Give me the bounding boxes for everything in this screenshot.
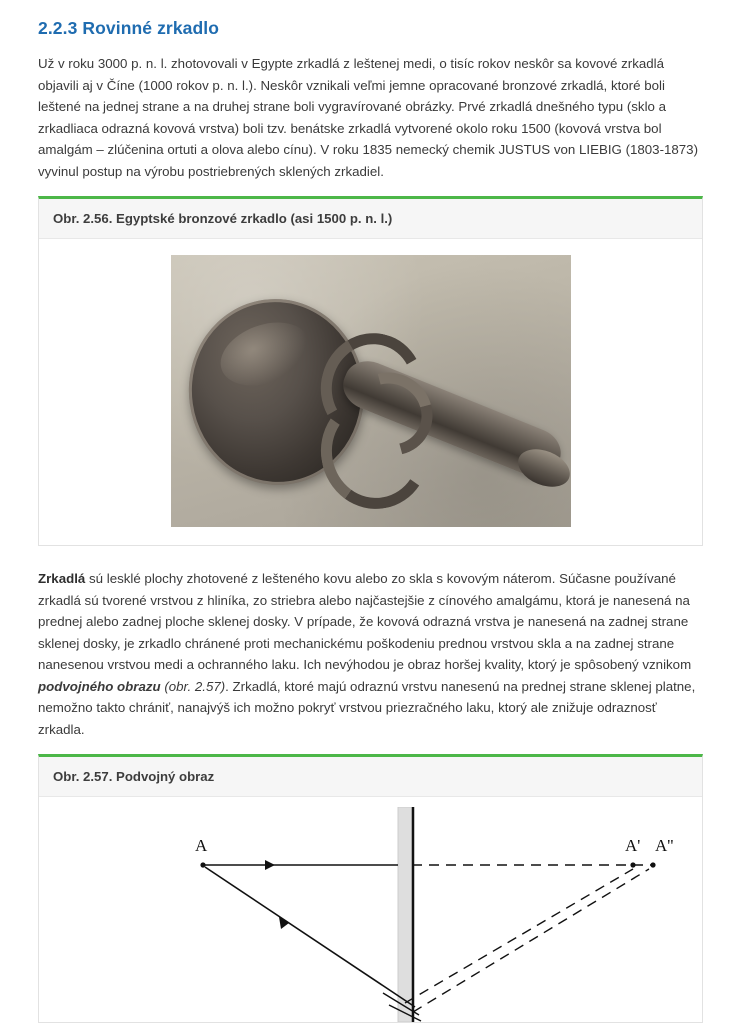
paragraph-history: Už v roku 3000 p. n. l. zhotovovali v Egypte zrkadlá z leštenej medi, o tisíc rokov neskôr sa kovové zrkadlá objavili aj v Číne (1000 rokov p. n. l.). Neskôr vznikali veľmi jemne opracované bronzové zrkadlá, ktoré boli leštené na jednej strane a na druhej strane boli vygravírované obrázky. Prvé zrkadlá dnešného typu (sklo a zrkadliaca odrazná kovová vrstva) boli tzv. benátske zrkadlá vytvorené okolo roku 1500 (kovová vrstva bol amalgám – zlúčenina ortuti a olova alebo cínu). V roku 1835 nemecký chemik JUSTUS von LIEBIG (1803-1873) vyvinul postup na výrobu postriebrených sklených zrkadiel. xyxy=(38,56,699,179)
arrow-incident-horizontal xyxy=(265,860,275,870)
paragraph-lead-word: Zrkadlá xyxy=(38,571,86,587)
figure-2-56-body xyxy=(39,239,702,545)
egyptian-mirror-photo xyxy=(171,255,571,527)
label-image-A1: A' xyxy=(625,836,641,856)
label-image-A2: A'' xyxy=(655,836,674,856)
double-image-diagram xyxy=(53,807,713,1022)
ray-reflected-dashed-2 xyxy=(413,869,649,1012)
figure-2-56 xyxy=(38,196,703,546)
page-title: 2.2.3 Rovinné zrkadlo xyxy=(38,18,220,38)
label-object-A: A xyxy=(195,836,208,856)
glass-slab xyxy=(398,807,412,1022)
figure-2-57-body xyxy=(39,797,702,1022)
paragraph-text-a: sú lesklé plochy zhotovené z lešteného kovu alebo zo skla s kovovým náterom. Súčasne používané zrkadlá sú tvorené vrstvou z hliníka, zo striebra alebo najčastejšie z cínového amalgámu, ktorá je nanesená na prednej alebo zadnej ploche sklenej dosky. V prípade, že kovová odrazná vrstva je nanesená na zadnej strane sklenej dosky, je zrkadlo chránené proti mechanickému poškodeniu prednou vrstvou skla a na zadnej strane nanesenou vrstvou medi a ochranného laku. Ich nevýhodou je obraz horšej kvality, ktorý je spôsobený vznikom xyxy=(38,571,692,673)
point-object xyxy=(200,863,205,868)
point-image-2 xyxy=(650,863,655,868)
paragraph-text-b: . Zrkadlá, ktoré majú odraznú vrstvu nanesenú na prednej strane sklenej platne, nemožno takto chrániť, nanajvýš ich možno pokryť vrstvou priezračného laku, ktorý ale znižuje odraznosť zrkadla. xyxy=(38,678,696,737)
ray-reflected-dashed-1 xyxy=(405,869,633,1003)
paragraph-mirrors xyxy=(38,568,703,740)
paragraph-figure-ref: (obr. 2.57) xyxy=(160,678,226,694)
paragraph-emphasis: podvojného obrazu xyxy=(38,678,161,694)
point-image-1 xyxy=(630,863,635,868)
figure-2-57-caption: Obr. 2.57. Podvojný obraz xyxy=(39,757,702,797)
figure-2-56-caption: Obr. 2.56. Egyptské bronzové zrkadlo (asi 1500 p. n. l.) xyxy=(39,199,702,239)
ray-incident-oblique xyxy=(205,867,415,1007)
figure-2-57 xyxy=(38,754,703,1023)
